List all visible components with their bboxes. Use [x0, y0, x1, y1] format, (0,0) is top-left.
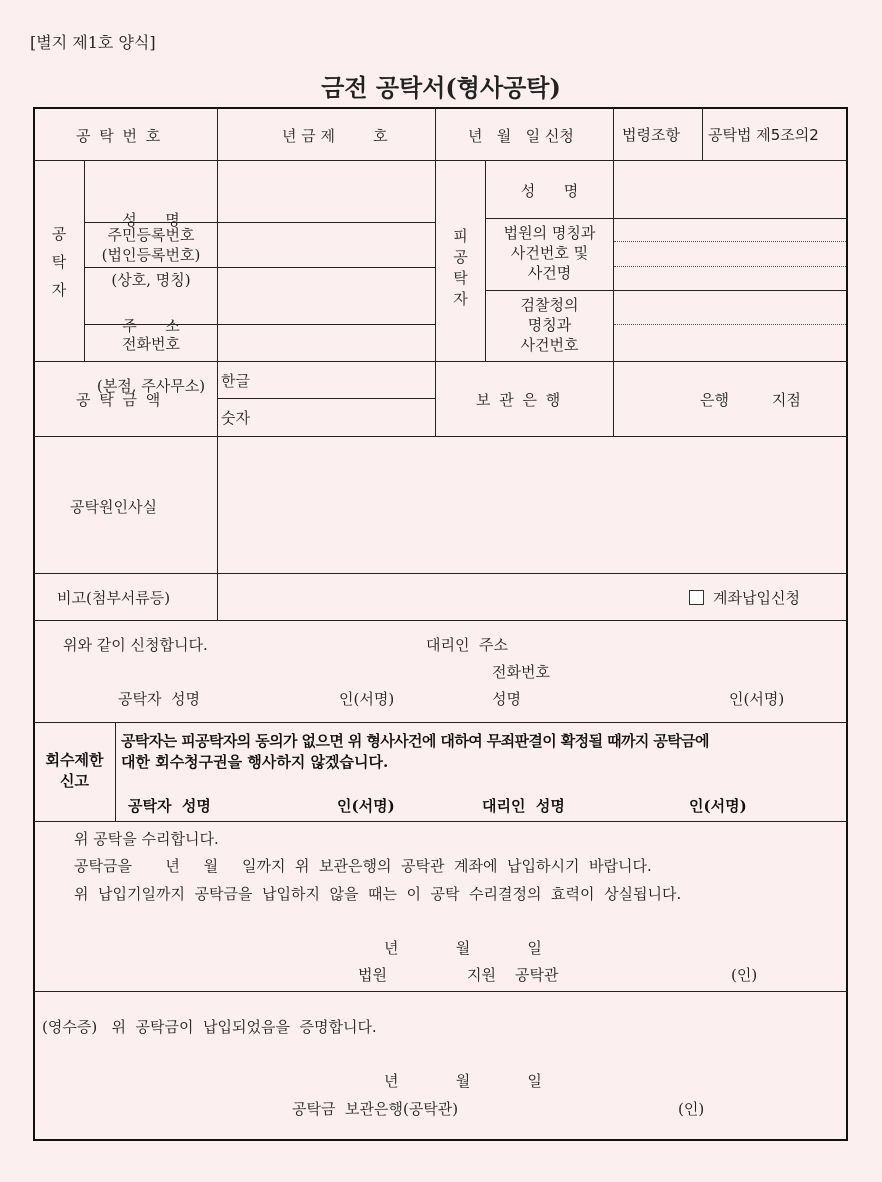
amount-label: 공 탁 금 액 [76, 391, 163, 409]
application-statement: 위와 같이 신청합니다. [63, 636, 208, 654]
label-char: 탁 [453, 269, 468, 287]
divider [485, 218, 848, 219]
label-line: 사건번호 및 [510, 244, 589, 262]
apply-date-field: 년 월 일 신청 [468, 127, 574, 145]
receipt-bank-officer: 공탁금 보관은행(공탁관) [292, 1100, 459, 1118]
divider [613, 108, 614, 161]
label-line: (본점, 주사무소) [96, 377, 206, 395]
year-number-field: 년 금 제 호 [282, 127, 388, 145]
divider [34, 160, 848, 161]
label-line: 사건명 [527, 264, 572, 282]
law-clause-value: 공탁법 제5조의2 [708, 126, 819, 144]
label-char: 탁 [51, 253, 67, 271]
divider [217, 361, 218, 436]
restriction-label [34, 750, 115, 792]
divider [34, 991, 848, 992]
account-request-checkbox[interactable] [689, 590, 704, 605]
amount-hangul-label: 한글 [221, 372, 250, 390]
acceptance-branch-officer: 지원 공탁관 [467, 966, 559, 984]
acceptance-line2: 공탁금을 년 월 일까지 위 보관은행의 공탁관 계좌에 납입하시기 바랍니다. [74, 857, 652, 875]
label-line: 신고 [60, 772, 89, 790]
divider [435, 361, 436, 436]
law-clause-label: 법령조항 [622, 126, 680, 144]
account-request-label: 계좌납입신청 [713, 589, 800, 607]
restriction-depositor-seal: 인(서명) [337, 797, 395, 815]
restriction-depositor-name-label: 공탁자 성명 [128, 797, 211, 815]
label-char: 자 [453, 290, 468, 308]
restriction-agent-name-label: 대리인 성명 [482, 797, 565, 815]
acceptance-line1: 위 공탁을 수리합니다. [74, 830, 219, 848]
label-line: (법인등록번호) [101, 246, 201, 264]
restriction-text-line1: 공탁자는 피공탁자의 동의가 없으면 위 형사사건에 대하여 무죄판결이 확정될 때까지 공탁금에 [121, 732, 709, 750]
label-char: 공 [453, 248, 468, 266]
acceptance-date: 년 월 일 [384, 939, 542, 957]
page-title: 금전 공탁서(형사공탁) [321, 73, 561, 102]
cause-label: 공탁원인사실 [70, 498, 157, 516]
bank-value: 은행 지점 [700, 391, 801, 409]
receipt-line1: (영수증) 위 공탁금이 납입되었음을 증명합니다. [42, 1018, 377, 1036]
label-line: (상호, 명칭) [111, 271, 191, 289]
depositee-prosecutor-case-label [486, 295, 613, 355]
label-char: 피 [453, 227, 468, 245]
divider [34, 722, 848, 723]
acceptance-court: 법원 [358, 966, 387, 984]
restriction-agent-seal: 인(서명) [689, 797, 747, 815]
depositor-resident-no-label [85, 225, 217, 265]
divider [217, 436, 218, 573]
amount-number-label: 숫자 [221, 409, 250, 427]
depositee-section-label [436, 226, 485, 310]
label-line: 법원의 명칭과 [503, 224, 596, 242]
deposit-number-label: 공 탁 번 호 [76, 127, 163, 145]
agent-seal: 인(서명) [729, 690, 785, 708]
divider [115, 722, 116, 821]
divider [34, 436, 848, 437]
divider [34, 620, 848, 621]
divider [217, 398, 435, 399]
label-char: 자 [51, 281, 67, 299]
divider [435, 108, 436, 161]
depositee-court-case-label [486, 223, 613, 283]
divider [613, 361, 614, 436]
remarks-label: 비고(첨부서류등) [57, 589, 171, 607]
receipt-seal: (인) [678, 1100, 705, 1118]
label-line: 회수제한 [45, 751, 104, 769]
divider [217, 108, 218, 161]
agent-address-label: 대리인 주소 [426, 636, 508, 654]
divider [485, 290, 848, 291]
depositee-name-label: 성 명 [520, 182, 579, 200]
form-label: [별지 제1호 양식] [30, 33, 156, 52]
dotted-divider [614, 324, 846, 325]
receipt-date: 년 월 일 [384, 1072, 542, 1090]
divider [613, 160, 614, 361]
restriction-text-line2: 대한 회수청구권을 행사하지 않겠습니다. [121, 753, 389, 771]
divider [34, 821, 848, 822]
label-line: 사건번호 [520, 336, 579, 354]
divider [34, 573, 848, 574]
dotted-divider [614, 241, 846, 242]
depositor-name-sign-label: 공탁자 성명 [118, 690, 200, 708]
label-line: 명칭과 [527, 316, 572, 334]
label-line: 주 소 [122, 317, 180, 335]
divider [217, 160, 218, 361]
label-line: 성 명 [122, 211, 180, 229]
depositor-section-label [34, 220, 84, 304]
label-line: 주민등록번호 [107, 226, 195, 244]
agent-name-label: 성명 [492, 690, 521, 708]
label-line: 검찰청의 [520, 296, 579, 314]
divider [702, 108, 703, 161]
acceptance-line3: 위 납입기일까지 공탁금을 납입하지 않을 때는 이 공탁 수리결정의 효력이 상실됩니다. [74, 885, 682, 903]
acceptance-seal: (인) [731, 966, 758, 984]
depositor-seal: 인(서명) [339, 690, 395, 708]
bank-label: 보 관 은 행 [476, 391, 563, 409]
agent-phone-label: 전화번호 [492, 663, 550, 681]
dotted-divider [614, 266, 846, 267]
label-char: 공 [51, 225, 67, 243]
depositor-phone-label: 전화번호 [122, 335, 180, 353]
divider [217, 573, 218, 620]
